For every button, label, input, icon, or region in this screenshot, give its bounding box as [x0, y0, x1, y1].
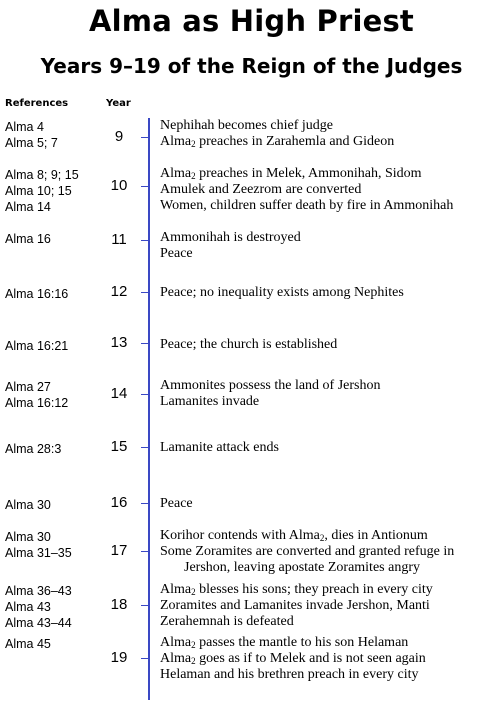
- subscript-number: 2: [191, 171, 196, 181]
- reference-item: Alma 45: [5, 637, 51, 651]
- event-text: Helaman and his brethren preach in every city: [160, 667, 419, 682]
- reference-item: Alma 16: [5, 232, 51, 246]
- reference-item: Alma 10; 15: [5, 184, 72, 198]
- event-text: Lamanite attack ends: [160, 440, 279, 455]
- year-header: Year: [106, 98, 131, 109]
- event-line: [160, 582, 500, 598]
- reference-item: Alma 31–35: [5, 546, 72, 560]
- event-text: , dies in Antionum: [324, 528, 428, 543]
- event-text: Ammonites possess the land of Jershon: [160, 378, 381, 393]
- event-line: [160, 378, 500, 394]
- event-text: Peace; no inequality exists among Nephites: [160, 285, 404, 300]
- timeline-axis: [148, 118, 150, 700]
- event-text: Zoramites and Lamanites invade Jershon, Manti: [160, 598, 430, 613]
- subscript-number: 2: [191, 640, 196, 650]
- event-text: preaches in Melek, Ammonihah, Sidom: [195, 166, 422, 181]
- event-text: Alma: [160, 134, 192, 149]
- reference-list: [5, 167, 79, 215]
- reference-item: Alma 16:21: [5, 339, 69, 353]
- event-line: [160, 230, 500, 246]
- event-list: [160, 635, 500, 683]
- reference-item: Alma 14: [5, 200, 51, 214]
- subscript-number: 2: [319, 533, 325, 543]
- reference-item: Alma 30: [5, 530, 51, 544]
- year-tick: [141, 503, 150, 504]
- event-line: [160, 667, 500, 683]
- event-text: Zerahemnah is defeated: [160, 614, 294, 629]
- event-text: Alma: [160, 651, 192, 666]
- event-text: goes as if to Melek and is not seen again: [195, 651, 426, 666]
- year-tick: [141, 186, 150, 187]
- subscript-number: 2: [191, 587, 196, 597]
- event-text: Some Zoramites are converted and granted refuge in: [160, 544, 455, 559]
- year-tick: [141, 605, 150, 606]
- event-list: [160, 440, 500, 456]
- reference-item: Alma 8; 9; 15: [5, 168, 79, 182]
- event-list: [160, 378, 500, 410]
- event-text: Peace: [160, 246, 193, 261]
- event-line: [160, 246, 500, 262]
- event-line: [160, 337, 500, 353]
- reference-item: Alma 30: [5, 498, 51, 512]
- reference-item: Alma 4: [5, 120, 44, 134]
- event-text: Jershon, leaving apostate Zoramites angry: [184, 560, 420, 575]
- event-line: [160, 134, 500, 150]
- event-line: [160, 544, 500, 560]
- event-line: [160, 166, 500, 182]
- reference-item: Alma 36–43: [5, 584, 72, 598]
- reference-list: [5, 338, 68, 354]
- year-tick: [141, 658, 150, 659]
- event-list: [160, 285, 500, 301]
- year-tick: [141, 343, 150, 344]
- year-label: 14: [110, 385, 128, 402]
- event-line: [160, 440, 500, 456]
- page-subtitle: Years 9–19 of the Reign of the Judges: [40, 54, 463, 78]
- subscript-number: 2: [191, 139, 196, 149]
- event-list: [160, 166, 500, 214]
- year-label: 10: [110, 177, 128, 194]
- year-tick: [141, 447, 150, 448]
- event-text: Nephihah becomes chief judge: [160, 118, 333, 133]
- event-text: Alma: [160, 635, 192, 650]
- year-tick: [141, 240, 150, 241]
- event-line: [160, 614, 500, 630]
- event-list: [160, 528, 500, 576]
- event-list: [160, 582, 500, 630]
- reference-list: [5, 231, 51, 247]
- year-label: 16: [110, 494, 128, 511]
- event-text: Alma: [160, 166, 192, 181]
- reference-list: [5, 379, 68, 411]
- year-label: 12: [110, 283, 128, 300]
- reference-list: [5, 286, 68, 302]
- reference-list: [5, 441, 61, 457]
- reference-list: [5, 636, 51, 652]
- year-label: 19: [110, 649, 128, 666]
- event-list: [160, 337, 500, 353]
- event-line: [160, 635, 500, 651]
- event-text: passes the mantle to his son Helaman: [195, 635, 409, 650]
- reference-list: [5, 119, 58, 151]
- year-tick: [141, 394, 150, 395]
- event-line: [160, 651, 500, 667]
- references-header: References: [5, 98, 69, 109]
- event-text: Korihor contends with Alma: [160, 528, 320, 543]
- event-line: [160, 598, 500, 614]
- year-tick: [141, 292, 150, 293]
- event-text: Alma: [160, 582, 192, 597]
- subscript-number: 2: [191, 656, 196, 666]
- year-tick: [141, 551, 150, 552]
- event-text: Peace; the church is established: [160, 337, 338, 352]
- page-title: Alma as High Priest: [89, 4, 414, 38]
- event-line: [160, 496, 500, 512]
- event-text: Amulek and Zeezrom are converted: [160, 182, 362, 197]
- event-list: [160, 118, 500, 150]
- reference-item: Alma 5; 7: [5, 136, 58, 150]
- event-text: Women, children suffer death by fire in Ammonihah: [160, 198, 454, 213]
- event-line: [160, 560, 500, 576]
- event-line: [160, 394, 500, 410]
- event-line: [160, 528, 500, 544]
- year-label: 15: [110, 438, 128, 455]
- event-list: [160, 230, 500, 262]
- reference-item: Alma 28:3: [5, 442, 62, 456]
- event-line: [160, 198, 500, 214]
- year-tick: [141, 137, 150, 138]
- event-text: preaches in Zarahemla and Gideon: [195, 134, 395, 149]
- reference-item: Alma 16:12: [5, 396, 69, 410]
- year-label: 11: [111, 231, 127, 248]
- event-text: Lamanites invade: [160, 394, 260, 409]
- reference-item: Alma 27: [5, 380, 51, 394]
- reference-item: Alma 43–44: [5, 616, 72, 630]
- reference-list: [5, 529, 72, 561]
- reference-item: Alma 43: [5, 600, 51, 614]
- event-text: blesses his sons; they preach in every city: [195, 582, 433, 597]
- year-label: 13: [110, 334, 128, 351]
- year-label: 18: [110, 596, 128, 613]
- reference-item: Alma 16:16: [5, 287, 69, 301]
- event-text: Ammonihah is destroyed: [160, 230, 301, 245]
- year-label: 17: [110, 542, 128, 559]
- reference-list: [5, 583, 72, 631]
- event-list: [160, 496, 500, 512]
- year-label: 9: [114, 128, 124, 145]
- event-line: [160, 285, 500, 301]
- event-line: [160, 182, 500, 198]
- event-text: Peace: [160, 496, 193, 511]
- reference-list: [5, 497, 51, 513]
- event-line: [160, 118, 500, 134]
